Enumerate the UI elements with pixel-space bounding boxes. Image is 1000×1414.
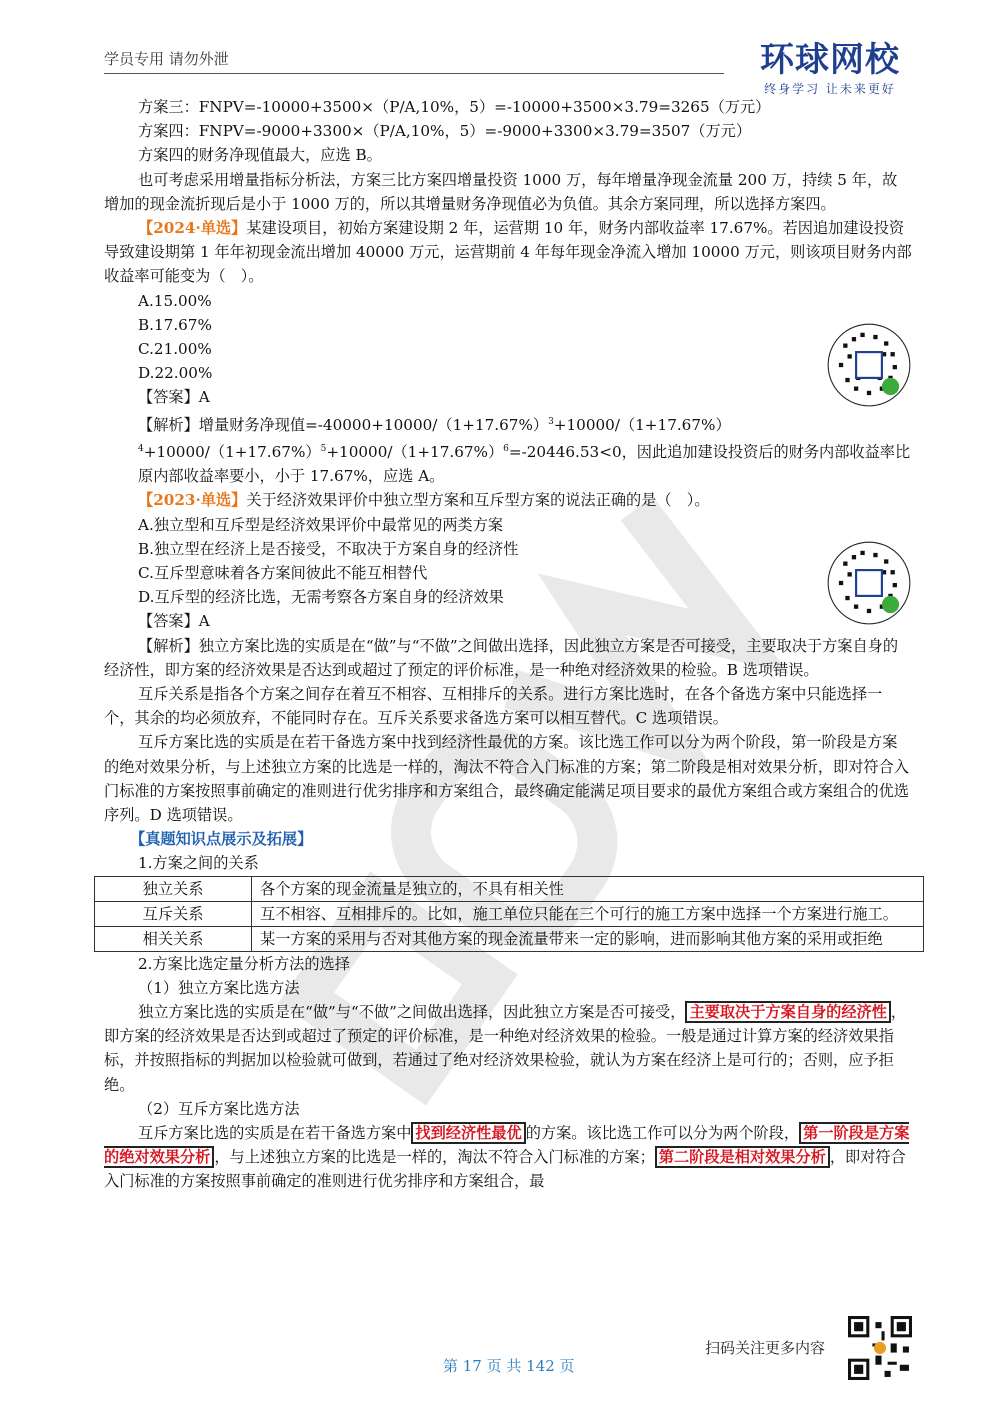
answer: 【答案】A xyxy=(138,388,210,407)
extension-title-text: 【真题知识点展示及拓展】 xyxy=(130,830,313,849)
option-b: B.17.67% xyxy=(138,315,212,334)
table-row xyxy=(95,876,924,901)
conclusion-line: 方案四的财务净现值最大，应选 B。 xyxy=(138,146,382,165)
exponent: 4 xyxy=(138,443,144,454)
text-part: ，即对符合入门标准的方案按照事前确定的准则进行优劣排序和方案组合，最 xyxy=(104,1148,906,1191)
table-row xyxy=(95,926,924,951)
paragraph: 也可考虑采用增量指标分析法，方案三比方案四增量投资 1000 万，每年增量净现金流量 200 万，持续 5 年，故增加的现金流折现后是小于 1000 万的，所以其增量财务净现值必为负值。其余方案同理，所以选择方案四。 xyxy=(104,170,898,213)
qr-code[interactable] xyxy=(826,540,912,626)
highlight: 主要取决于方案自身的经济性 xyxy=(685,1001,890,1023)
section-title: 1.方案之间的关系 xyxy=(138,854,259,873)
exponent: 6 xyxy=(503,443,509,454)
exponent: 5 xyxy=(320,443,327,454)
table-row xyxy=(95,901,924,926)
answer: 【答案】A xyxy=(138,612,210,631)
explanation: 【解析】独立方案比选的实质是在“做”与“不做”之间做出选择，因此独立方案是否可接受，主要取决于方案自身的经济性，即方案的经济效果是否达到或超过了预定的评价标准，是一种绝对经济效果的检验。B 选项错误。 xyxy=(104,636,899,679)
header-notice: 学员专用 请勿外泄 xyxy=(104,50,229,68)
paragraph xyxy=(104,1000,912,1097)
qr-icon xyxy=(826,540,912,626)
question-2023 xyxy=(104,488,912,512)
subsection-title: （1）独立方案比选方法 xyxy=(138,978,300,997)
text-part: 互斥方案比选的实质是在若干备选方案中 xyxy=(138,1124,412,1143)
option-d: D.22.00% xyxy=(138,364,213,383)
table-value: 各个方案的现金流量是独立的，不具有相关性 xyxy=(252,876,924,901)
table-key: 互斥关系 xyxy=(95,901,252,926)
question-text: 关于经济效果评价中独立型方案和互斥型方案的说法正确的是（ ）。 xyxy=(246,491,710,510)
scan-prompt: 扫码关注更多内容 xyxy=(705,1339,826,1357)
option-c: C.21.00% xyxy=(138,340,212,359)
table-key: 独立关系 xyxy=(95,876,252,901)
text-part: ，即方案的经济效果是否达到或超过了预定的评价标准，是一种绝对经济效果的检验。一般是通过计算方案的经济效果指标，并按照指标的判据加以检验就可做到，若通过了绝对经济效果检验，就认为方案在经济上是可行的；否则，应予拒绝。 xyxy=(104,1003,907,1094)
brand-logo xyxy=(740,40,920,97)
option-a: A.15.00% xyxy=(138,291,212,310)
question-tag: 【2024·单选】 xyxy=(138,219,247,238)
exp-part: 【解析】增量财务净现值=-40000+10000/（1+17.67%） xyxy=(138,415,549,434)
question-text: 某建设项目，初始方案建设期 2 年，运营期 10 年，财务内部收益率 17.67%。若因追加建设投资导致建设期第 1 年年初现金流出增加 40000 万元，运营期前 4 年每年现金净流入增加 10000 万元，则该项目财务内部收益率可能变为（ ）。 xyxy=(104,219,912,286)
option-d: D.互斥型的经济比选，无需考察各方案自身的经济效果 xyxy=(138,588,504,607)
exp-part: +10000/（1+17.67%） xyxy=(553,415,731,434)
formula-line: 方案三：FNPV=-10000+3500×（P/A,10%，5）=-10000+3500×3.79=3265（万元） xyxy=(138,98,771,116)
paragraph xyxy=(104,1121,912,1194)
exponent: 3 xyxy=(548,416,554,427)
explanation xyxy=(104,410,912,489)
text-part: 的方案。该比选工作可以分为两个阶段， xyxy=(525,1124,800,1143)
exp-part: +10000/（1+17.67%） xyxy=(143,442,321,461)
page-number: 第 17 页 共 142 页 xyxy=(443,1357,575,1375)
logo-text: 环球网校 xyxy=(760,40,900,80)
subsection-title: （2）互斥方案比选方法 xyxy=(138,1099,300,1118)
highlight: 第二阶段是相对效果分析 xyxy=(655,1146,830,1168)
relation-table xyxy=(94,876,924,952)
option-b: B.独立型在经济上是否接受，不取决于方案自身的经济性 xyxy=(138,539,519,558)
text-part: 独立方案比选的实质是在“做”与“不做”之间做出选择，因此独立方案是否可接受， xyxy=(138,1003,686,1022)
question-2024 xyxy=(104,216,912,289)
explanation: 互斥关系是指各个方案之间存在着互不相容、互相排斥的关系。进行方案比选时，在各个备选方案中只能选择一个，其余的均必须放弃，不能同时存在。互斥关系要求备选方案可以相互替代。C 选项错误。 xyxy=(104,685,883,728)
exp-part: +10000/（1+17.67%） xyxy=(326,442,504,461)
explanation: 互斥方案比选的实质是在若干备选方案中找到经济性最优的方案。该比选工作可以分为两个阶段，第一阶段是方案的绝对效果分析，与上述独立方案的比选是一样的，淘汰不符合入门标准的方案；第二阶段是相对效果分析，即对符合入门标准的方案按照事前确定的准则进行优劣排序和方案组合，最终确定能满足项目要求的最优方案组合或方案组合的优选序列。D 选项错误。 xyxy=(104,733,909,825)
exp-part: =-20446.53<0，因此追加建设投资后的财务内部收益率比原内部收益率要小，小于 17.67%，应选 A。 xyxy=(138,442,911,486)
section-title: 2.方案比选定量分析方法的选择 xyxy=(138,954,350,973)
option-c: C.互斥型意味着各方案间彼此不能互相替代 xyxy=(138,563,428,582)
question-tag: 【2023·单选】 xyxy=(138,491,247,510)
page-content xyxy=(104,95,912,1194)
table-value: 某一方案的采用与否对其他方案的现金流量带来一定的影响，进而影响其他方案的采用或拒绝 xyxy=(252,926,924,951)
extension-title xyxy=(104,827,912,851)
formula-line: 方案四：FNPV=-9000+3300×（P/A,10%，5）=-9000+3300×3.79=3507（万元） xyxy=(138,122,752,141)
qr-square-icon xyxy=(848,1316,912,1380)
header-divider xyxy=(104,73,724,74)
footer-qr-code[interactable] xyxy=(848,1316,912,1380)
qr-code[interactable] xyxy=(826,322,912,408)
highlight: 第一阶段是方案的绝对效果分析 xyxy=(104,1124,910,1167)
table-value: 互不相容、互相排斥的。比如，施工单位只能在三个可行的施工方案中选择一个方案进行施工。 xyxy=(252,901,924,926)
text-part: ，与上述独立方案的比选是一样的，淘汰不符合入门标准的方案； xyxy=(214,1148,655,1167)
option-a: A.独立型和互斥型是经济效果评价中最常见的两类方案 xyxy=(138,515,504,534)
table-key: 相关关系 xyxy=(95,926,252,951)
logo-slogan: 终身学习 让未来更好 xyxy=(764,82,896,96)
highlight: 找到经济性最优 xyxy=(411,1122,525,1144)
qr-icon xyxy=(826,322,912,408)
